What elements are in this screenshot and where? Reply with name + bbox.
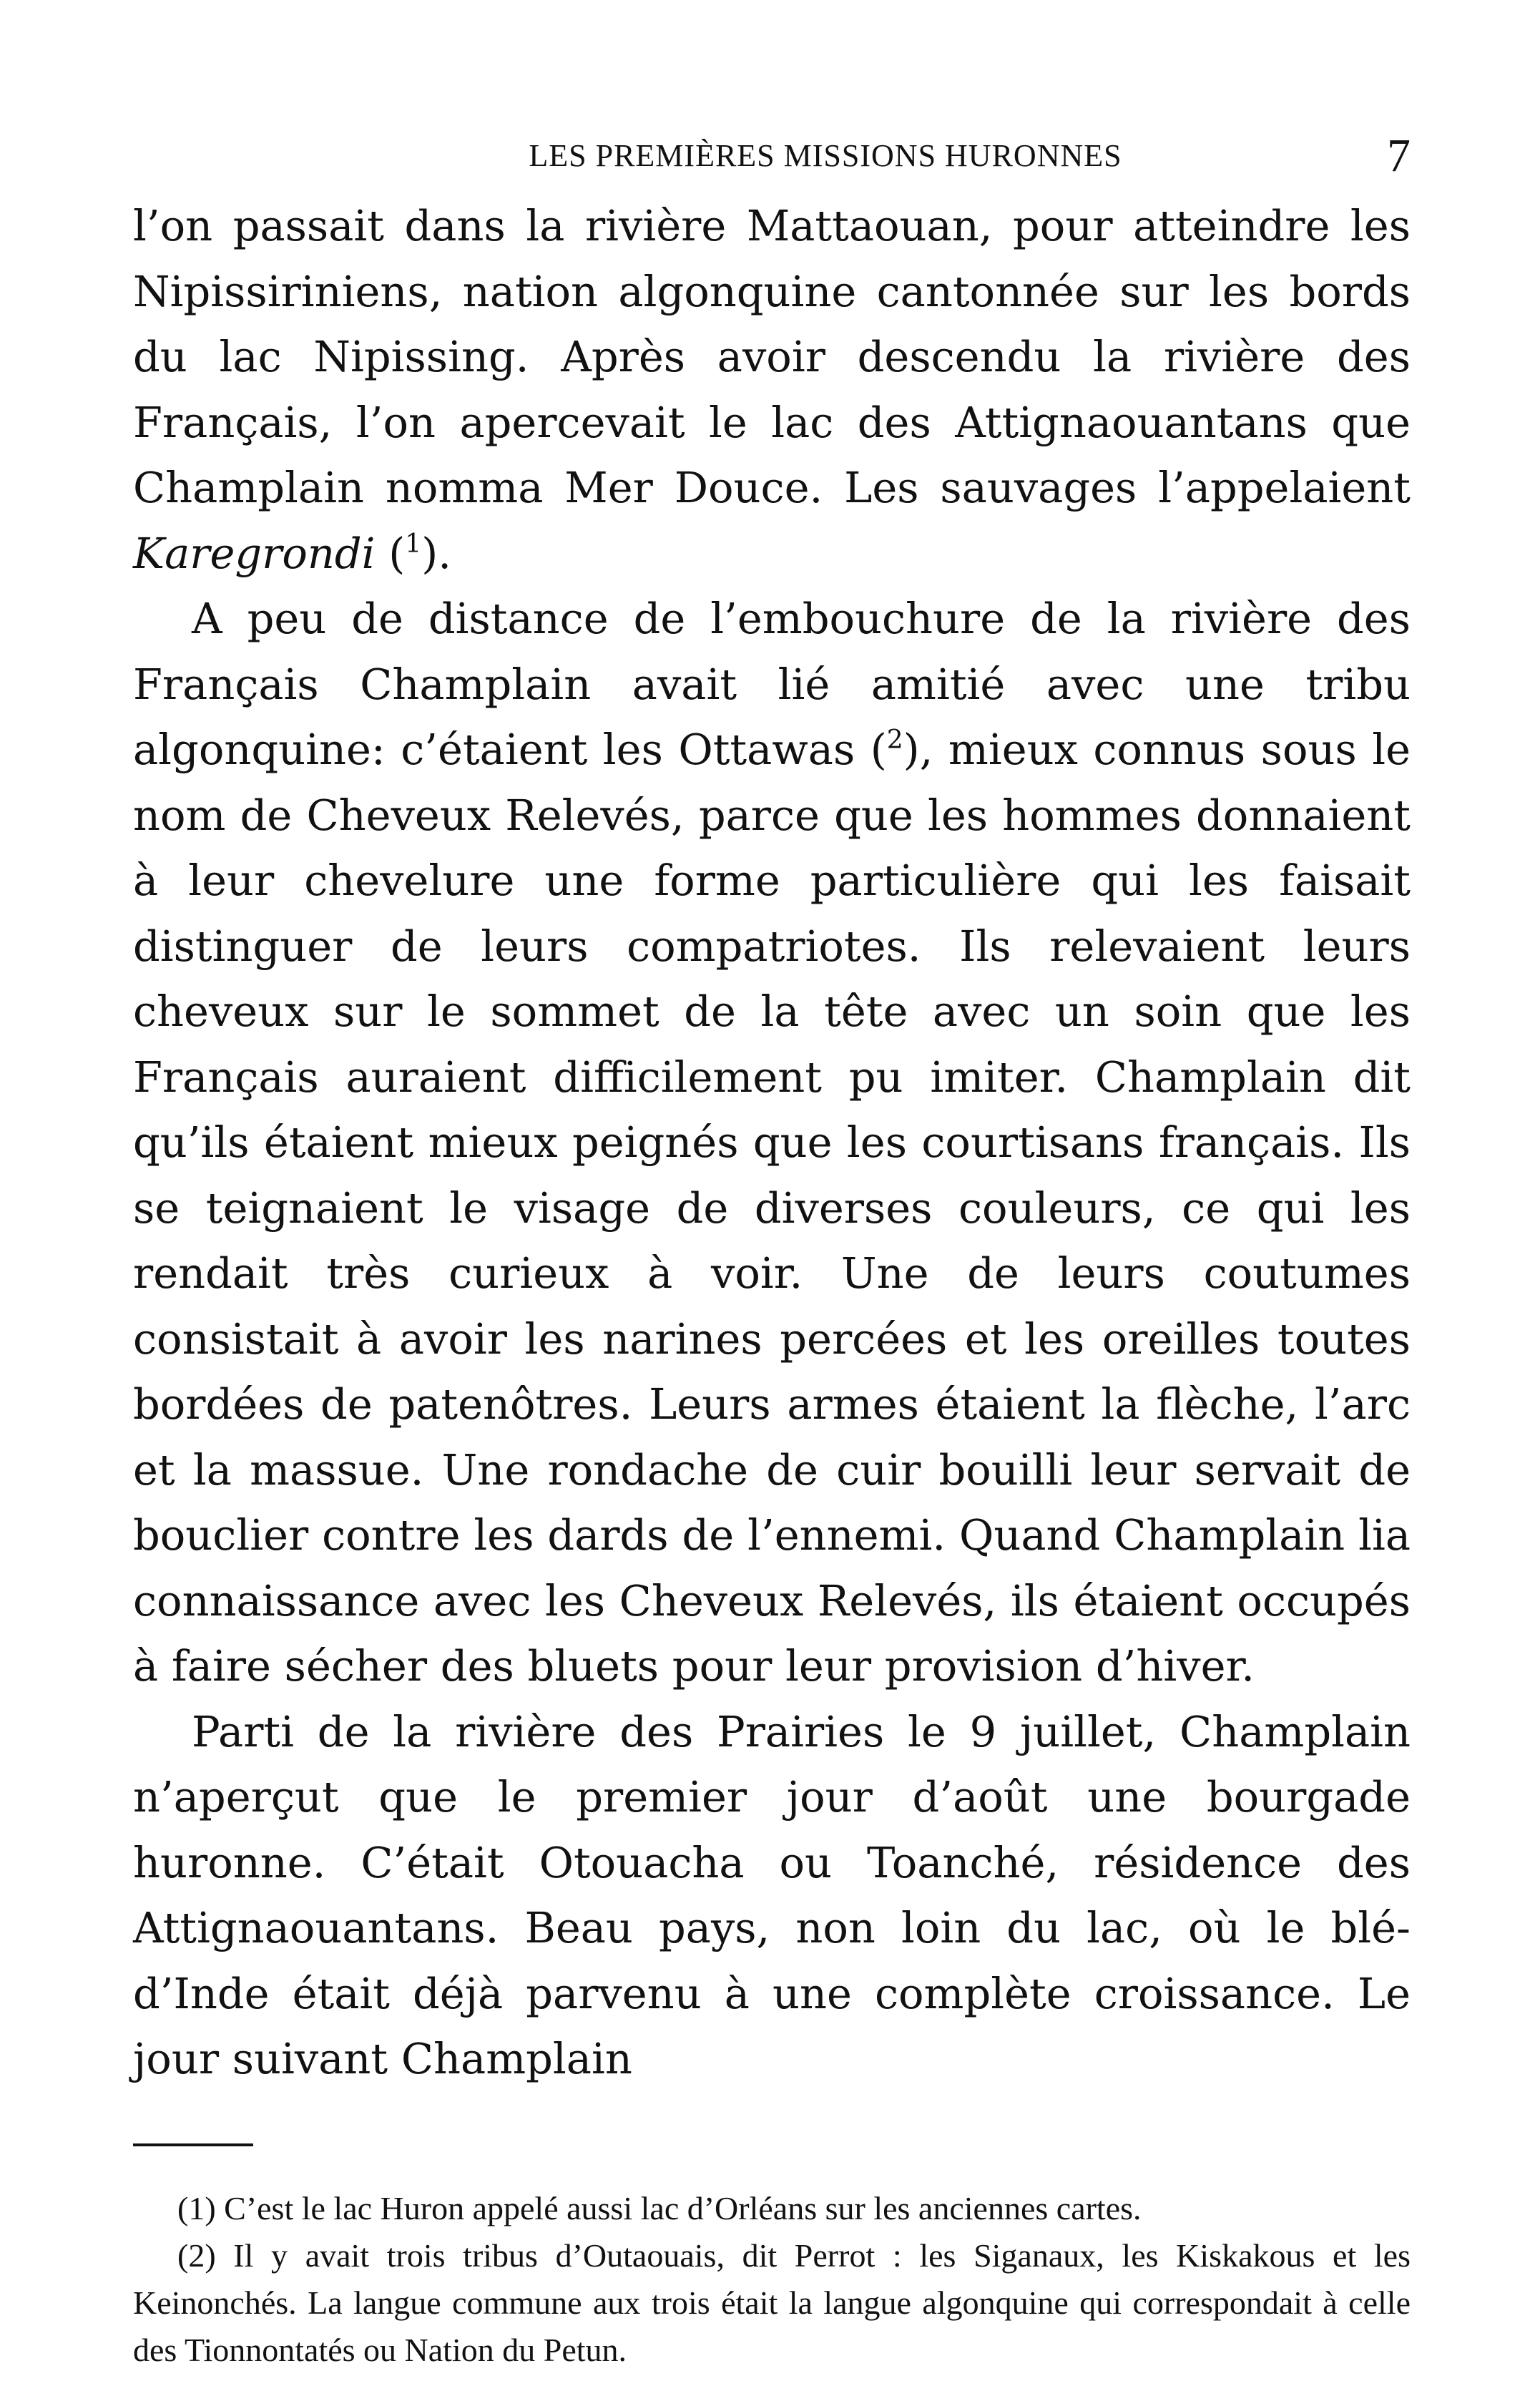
paragraph-2-part-1: A peu de distance de l’embouchure de la rivière des Français Champlain avait lié amitié avec une tribu algonquine: c’étaient les Ottawas (: [133, 594, 1411, 774]
footnote-ref-1: 1: [405, 529, 422, 559]
footnote-2: (2) Il y avait trois tribus d’Outaouais, dit Perrot : les Siganaux, les Kiskakous et les Keinonchés. La langue commune aux trois était la langue algonquine qui correspondait à celle des Tionnontatés ou Nation du Petun.: [133, 2236, 1411, 2368]
running-title: LES PREMIÈRES MISSIONS HURONNES: [529, 138, 1122, 173]
footnote-1: (1) C’est le lac Huron appelé aussi lac d’Orléans sur les anciennes cartes.: [177, 2189, 1142, 2226]
paragraph-2-part-2: ), mieux connus sous le nom de Cheveux Relevés, parce que les hommes donnaient à leur chevelure une forme particulière qui les faisait distinguer de leurs compatriotes. Ils relevaient leurs cheveux sur le sommet de la tête avec un soin que les Français auraient difficilement pu imiter. Champlain dit qu’ils étaient mieux peignés que les courtisans français. Ils se teignaient le visage de diverses couleurs, ce qui les rendait très curieux à voir. Une de leurs coutumes consistait à avoir les narines percées et les oreilles toutes bordées de patenôtres. Leurs armes étaient la flèche, l’arc et la massue. Une rondache de cuir bouilli leur servait de bouclier contre les dards de l’ennemi. Quand Champlain lia connaissance avec les Cheveux Relevés, ils étaient occupés à faire sécher des bluets pour leur provision d’hiver.: [133, 725, 1411, 1691]
footnotes: [133, 2185, 1411, 2374]
paragraph-2: [133, 586, 1411, 1699]
footnote-ref-2: 2: [886, 725, 903, 755]
paragraph-1: [133, 193, 1411, 586]
page-number: 7: [1387, 129, 1411, 182]
running-header: [133, 129, 1411, 193]
book-page: [133, 129, 1411, 2374]
main-text: [133, 193, 1411, 2092]
paragraph-1-paren: (: [375, 528, 406, 578]
italic-word-karegrondi: Karegrondi: [133, 528, 376, 578]
footnote-separator: [133, 2143, 253, 2146]
paragraph-1-text: l’on passait dans la rivière Mattaouan, pour atteindre les Nipissiriniens, nation algonquine cantonnée sur les bords du lac Nipissing. Après avoir descendu la rivière des Français, l’on apercevait le lac des Attignaouantans que Champlain nomma Mer Douce. Les sauvages l’appelaient: [133, 201, 1411, 512]
paragraph-3: Parti de la rivière des Prairies le 9 juillet, Champlain n’aperçut que le premier jour d’août une bourgade huronne. C’était Otouacha ou Toanché, résidence des Attignaouantans. Beau pays, non loin du lac, où le blé-d’Inde était déjà parvenu à une complète croissance. Le jour suivant Champlain: [133, 1706, 1411, 2083]
paragraph-1-end: ).: [421, 528, 451, 578]
